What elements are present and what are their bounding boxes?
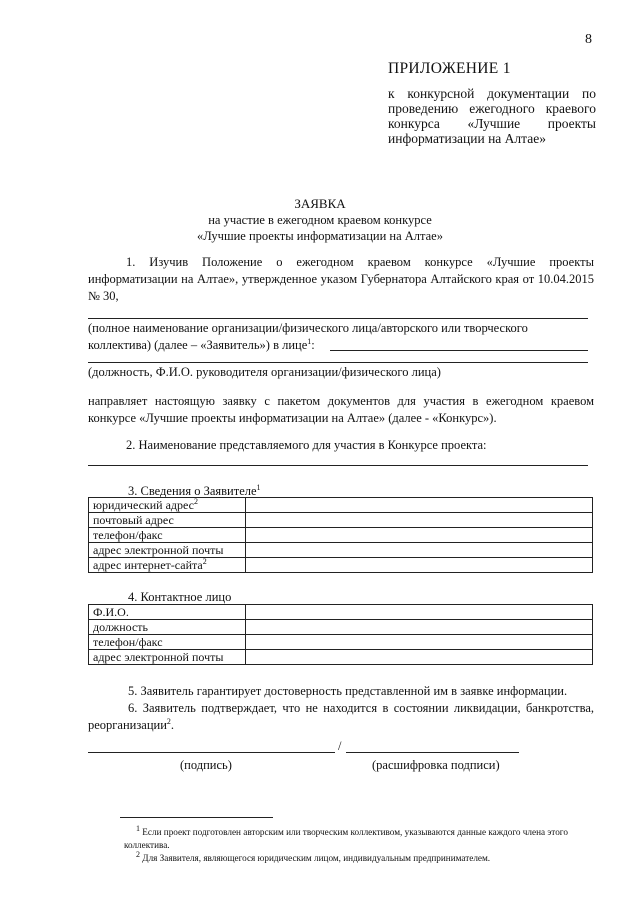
document-subtitle-line2: «Лучшие проекты информатизации на Алтае»	[197, 229, 443, 243]
table-cell-label: Ф.И.О.	[89, 605, 246, 620]
postal-address-input[interactable]	[246, 513, 593, 528]
table-cell-label: адрес электронной почты	[89, 543, 246, 558]
contact-person-table	[88, 604, 593, 665]
signature-slash: /	[338, 739, 342, 753]
signature-label: (подпись)	[180, 758, 232, 772]
confirmation-statement: 6. Заявитель подтверждает, что не находится в состоянии ликвидации, банкротства, реорганизации$^2$.	[88, 701, 594, 732]
intro-paragraph: 1. Изучив Положение о ежегодном краевом конкурсе «Лучшие проекты информатизации на Алтае», утвержденное указом Губернатора Алтайского края от 10.04.2015 № 30,	[88, 255, 594, 303]
footnote-separator	[120, 817, 273, 818]
table-row	[89, 498, 593, 513]
applicant-in-person-hint: коллектива) (далее – «Заявитель») в лице$^1$:	[88, 336, 315, 352]
table-cell-label: почтовый адрес	[89, 513, 246, 528]
contact-name-input[interactable]	[246, 605, 593, 620]
appendix-title: ПРИЛОЖЕНИЕ 1	[388, 60, 511, 77]
email-input[interactable]	[246, 543, 593, 558]
contact-person-title: 4. Контактное лицо	[128, 590, 232, 604]
contact-phone-input[interactable]	[246, 635, 593, 650]
signature-field[interactable]	[88, 752, 335, 753]
representative-field[interactable]	[330, 350, 588, 351]
contact-position-input[interactable]	[246, 620, 593, 635]
table-row	[89, 558, 593, 573]
website-input[interactable]	[246, 558, 593, 573]
table-row	[89, 528, 593, 543]
appendix-subtitle: к конкурсной документации по проведению ежегодного краевого конкурса «Лучшие проекты информатизации на Алтае»	[388, 86, 596, 146]
table-row	[89, 513, 593, 528]
table-cell-label: адрес электронной почты	[89, 650, 246, 665]
table-row	[89, 543, 593, 558]
applicant-info-table	[88, 497, 593, 573]
legal-address-input[interactable]	[246, 498, 593, 513]
contact-email-input[interactable]	[246, 650, 593, 665]
table-row	[89, 605, 593, 620]
table-row	[89, 620, 593, 635]
representative-hint: (должность, Ф.И.О. руководителя организации/физического лица)	[88, 365, 441, 379]
footnote-1: $^1$ Если проект подготовлен авторским или творческим коллективом, указываются данные каждого члена этого коллектива.	[124, 823, 568, 850]
table-cell-label: телефон/факс	[89, 528, 246, 543]
representative-position-field[interactable]	[88, 362, 588, 363]
table-cell-label: должность	[89, 620, 246, 635]
project-name-field[interactable]	[88, 465, 588, 466]
applicant-name-hint: (полное наименование организации/физического лица/авторского или творческого	[88, 321, 528, 335]
table-row	[89, 650, 593, 665]
signature-decode-field[interactable]	[346, 752, 519, 753]
table-cell-label: телефон/факс	[89, 635, 246, 650]
guarantee-statement: 5. Заявитель гарантирует достоверность представленной им в заявке информации.	[128, 684, 568, 698]
table-row	[89, 635, 593, 650]
phone-fax-input[interactable]	[246, 528, 593, 543]
request-paragraph: направляет настоящую заявку с пакетом документов для участия в ежегодном краевом конкурсе «Лучшие проекты информатизации на Алтае» (далее - «Конкурс»).	[88, 394, 594, 425]
project-name-label: 2. Наименование представляемого для участия в Конкурсе проекта:	[126, 438, 487, 452]
signature-decode-label: (расшифровка подписи)	[372, 758, 500, 772]
footnote-2: $^2$ Для Заявителя, являющегося юридическим лицом, индивидуальным предпринимателем.	[136, 849, 491, 863]
applicant-info-title: 3. Сведения о Заявителе$^1$	[128, 482, 261, 498]
table-cell-label: юридический адрес$^2$	[89, 498, 246, 513]
page-number: 8	[585, 32, 592, 47]
table-cell-label: адрес интернет-сайта$^2$	[89, 558, 246, 573]
applicant-name-field[interactable]	[88, 318, 588, 319]
document-subtitle-line1: на участие в ежегодном краевом конкурсе	[208, 213, 432, 227]
document-title: ЗАЯВКА	[294, 196, 346, 211]
